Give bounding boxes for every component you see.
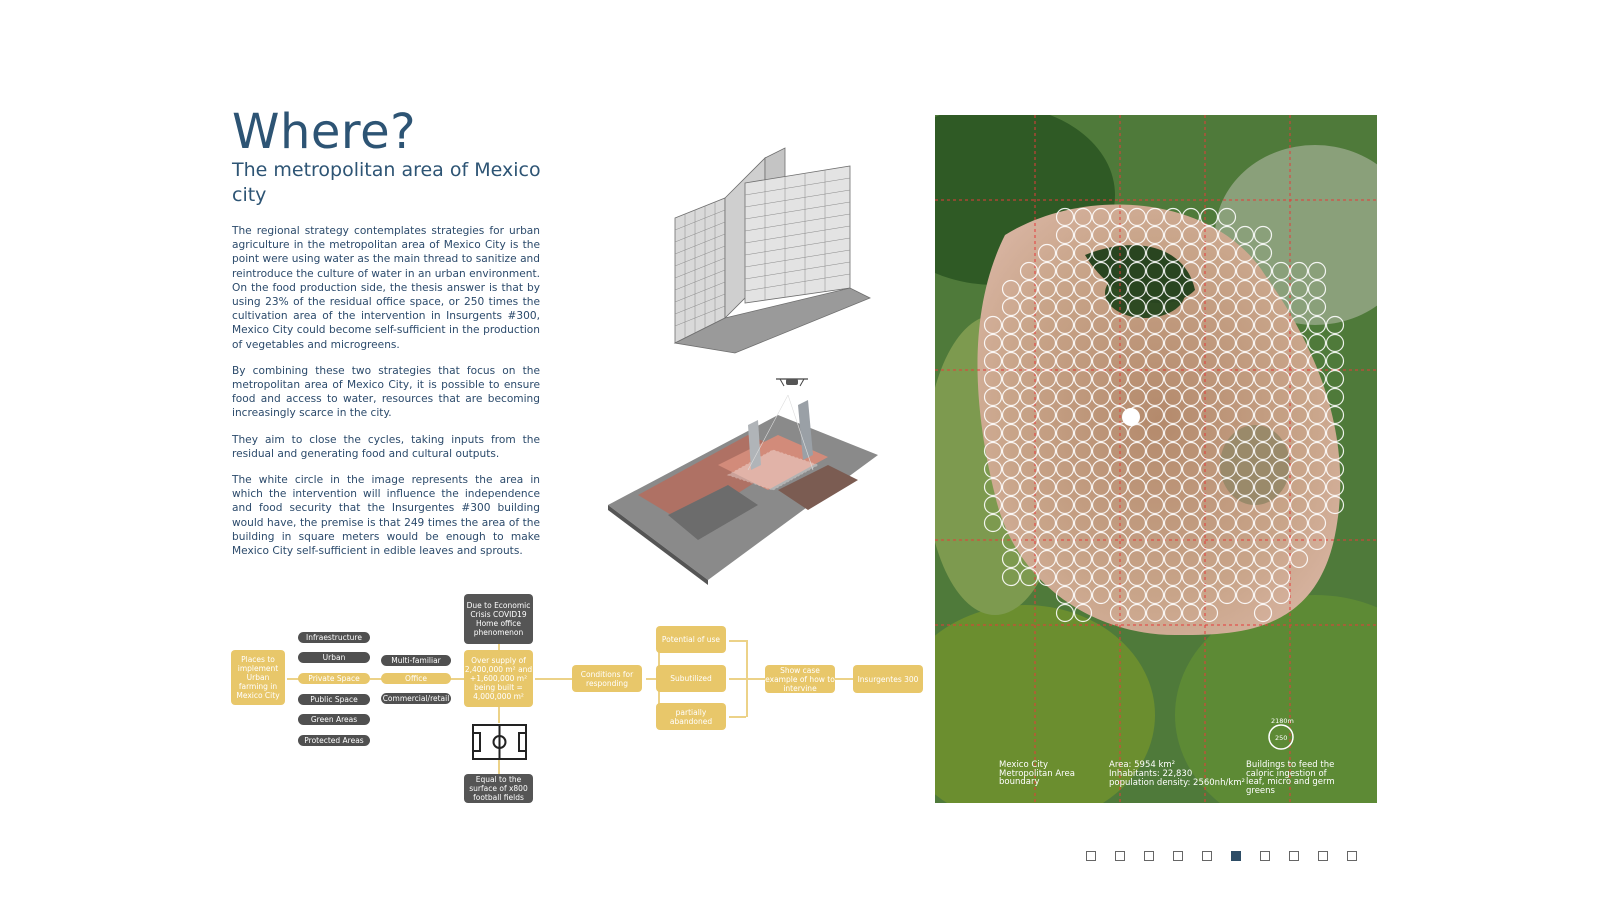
- category-public-space: Public Space: [298, 694, 370, 705]
- category-green-areas: Green Areas: [298, 714, 370, 725]
- map-label-inhabitants: Inhabitants: 22,830: [1109, 769, 1193, 779]
- showcase-box: Show case example of how to intervine: [765, 665, 835, 693]
- pagination-dot-5[interactable]: [1202, 851, 1212, 861]
- paragraph-2: By combining these two strategies that focus on the metropolitan area of Mexico City, it is possible to ensure food and access to water, resources that are becoming increasingly scarce in the city.: [232, 364, 540, 420]
- pagination-dot-8[interactable]: [1289, 851, 1299, 861]
- football-box: Equal to the surface of x800 football fields: [464, 774, 533, 803]
- conditions-box: Conditions for responding: [572, 665, 642, 692]
- subtype-commercial-retail: Commercial/retail: [382, 694, 450, 703]
- crisis-box: Due to Economic Crisis COVID19 Home office phenomenon: [464, 594, 533, 644]
- map-label-buildings: Buildings to feed the caloric ingestion of leaf, micro and germ greens: [1246, 760, 1335, 796]
- metropolitan-map: [935, 115, 1377, 803]
- supply-box: Over supply of 2,400,000 m² and +1,600,000 m² being built = 4,000,000 m²: [464, 650, 533, 707]
- pagination-dot-7[interactable]: [1260, 851, 1270, 861]
- pagination-dot-6[interactable]: [1231, 851, 1241, 861]
- body-text: [232, 224, 540, 570]
- city-3d-illustration: [598, 395, 880, 585]
- places-box: Places to implement Urban farming in Mexico City: [231, 650, 285, 705]
- page-subtitle: The metropolitan area of Mexico city: [232, 159, 541, 206]
- pagination-dot-1[interactable]: [1086, 851, 1096, 861]
- map-label-boundary: Mexico City Metropolitan Area boundary: [999, 760, 1075, 787]
- subtype-multi-familiar: Multi-familiar: [381, 655, 451, 666]
- drone-icon: [772, 374, 812, 392]
- pagination-dot-3[interactable]: [1144, 851, 1154, 861]
- pagination-dot-9[interactable]: [1318, 851, 1328, 861]
- paragraph-4: The white circle in the image represents the area in which the intervention will influence the independence and food security that the Insurgentes #300 building would have, the premise is that 249 times the area of the building in square meters would be enough to make Mexico City self-sufficient in edible leaves and sprouts.: [232, 474, 540, 558]
- intervention-circle: [1122, 408, 1140, 426]
- building-structure-illustration: [665, 138, 887, 370]
- subtype-office: Office: [381, 673, 451, 684]
- pagination-dot-2[interactable]: [1115, 851, 1125, 861]
- map-label-circle-count: 250: [1275, 734, 1288, 742]
- use-potential: Potential of use: [656, 626, 726, 653]
- use-subutilized: Subutilized: [656, 665, 726, 692]
- category-protected-areas: Protected Areas: [298, 735, 370, 746]
- category-urban: Urban: [298, 652, 370, 663]
- pagination-dot-10[interactable]: [1347, 851, 1357, 861]
- pagination-dot-4[interactable]: [1173, 851, 1183, 861]
- category-infraestructure: Infraestructure: [298, 632, 370, 643]
- football-field-icon: [472, 724, 527, 760]
- page-title: Where?: [232, 104, 417, 160]
- paragraph-1: The regional strategy contemplates strategies for urban agriculture in the metropolitan area of Mexico City is the point were using water as the main thread to sanitize and reintroduce the culture of water in an urban environment. On the food production side, the thesis answer is that by using 23% of the residual office space, or 250 times the cultivation area of the intervention in Insurgents #300, Mexico City could become self-sufficient in the production of vegetables and microgreens.: [232, 225, 540, 351]
- satellite-map: [935, 115, 1377, 803]
- category-private-space: Private Space: [298, 673, 370, 684]
- map-label-area: Area: 5954 km²: [1109, 760, 1176, 770]
- map-label-density: population density: 2560nh/km²: [1109, 778, 1245, 788]
- map-label-radius: 2180m: [1271, 717, 1294, 725]
- use-partially-abandoned: partially abandoned: [656, 703, 726, 730]
- paragraph-3: They aim to close the cycles, taking inputs from the residual and generating food and cultural outputs.: [232, 433, 540, 460]
- insurgentes-box: Insurgentes 300: [853, 665, 923, 693]
